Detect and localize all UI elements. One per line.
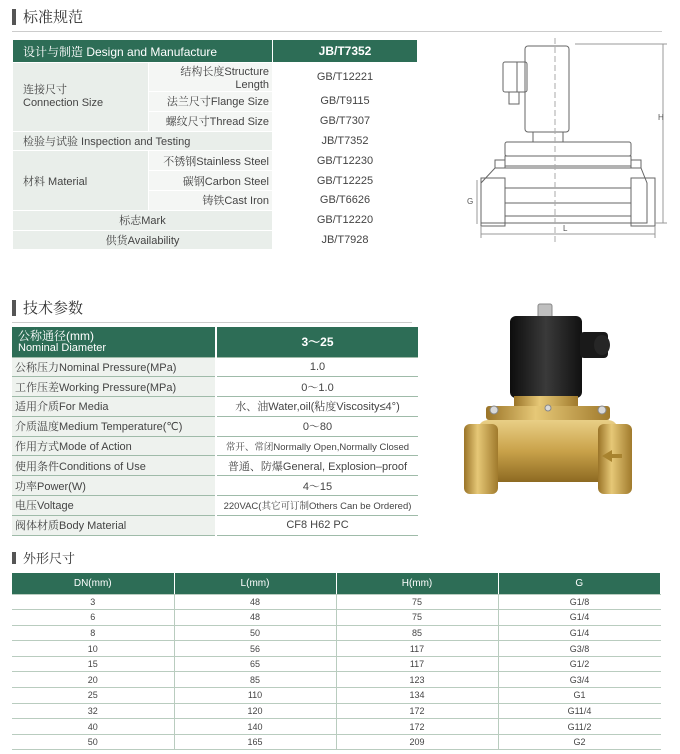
- cast-iron-label: 铸铁Cast Iron: [149, 190, 273, 210]
- medium-temperature-value: 0～80: [216, 416, 418, 436]
- mark-value: GB/T12220: [273, 210, 418, 230]
- dimensions-header-row: [12, 573, 661, 594]
- cell-g: G1/4: [498, 625, 661, 641]
- power-label: 功率Power(W): [12, 476, 216, 496]
- cell-dn: 3: [12, 594, 174, 610]
- cell-h: 75: [336, 610, 498, 626]
- standards-header-label: 设计与制造 Design and Manufacture: [13, 40, 273, 63]
- drawing-right-port: [631, 178, 655, 226]
- stainless-steel-value: GB/T12230: [273, 151, 418, 171]
- working-pressure-label: 工作压差Working Pressure(MPa): [12, 377, 216, 397]
- table-row: [12, 719, 661, 735]
- table-row: [12, 625, 661, 641]
- cell-g: G3/8: [498, 641, 661, 657]
- section-title-text: 标准规范: [23, 9, 84, 26]
- drawing-connector: [503, 62, 527, 92]
- inspection-value: JB/T7352: [273, 131, 418, 151]
- drawing-bonnet: [505, 142, 631, 156]
- table-row: [12, 641, 661, 657]
- cell-h: 134: [336, 688, 498, 704]
- drawing-flange: [505, 156, 631, 166]
- nominal-pressure-value: 1.0: [216, 357, 418, 377]
- section-title-dimensions: [12, 548, 75, 567]
- cell-g: G3/4: [498, 672, 661, 688]
- flange-size-value: GB/T9115: [273, 92, 418, 112]
- table-row: [12, 688, 661, 704]
- label-l: L: [563, 224, 568, 233]
- cell-g: G1/8: [498, 594, 661, 610]
- cell-l: 140: [174, 719, 336, 735]
- nominal-pressure-label: 公称压力Nominal Pressure(MPa): [12, 357, 216, 377]
- photo-coil: [510, 316, 582, 398]
- photo-body: [478, 420, 618, 482]
- thread-size-value: GB/T7307: [273, 111, 418, 131]
- params-table: [12, 327, 418, 536]
- conditions-of-use-label: 使用条件Conditions of Use: [12, 456, 216, 476]
- table-row: [12, 610, 661, 626]
- cell-l: 48: [174, 594, 336, 610]
- cell-g: G2: [498, 734, 661, 750]
- media-value: 水、油Water,oil(粘度Viscosity≤4°): [216, 397, 418, 417]
- carbon-steel-label: 碳钢Carbon Steel: [149, 171, 273, 191]
- cell-h: 123: [336, 672, 498, 688]
- cell-h: 172: [336, 719, 498, 735]
- section-bar: [12, 9, 16, 25]
- table-row: [12, 703, 661, 719]
- dimensions-table: [12, 573, 661, 750]
- cell-g: G1/2: [498, 656, 661, 672]
- voltage-value: 220VAC(其它可订制Others Can be Ordered): [216, 496, 418, 516]
- header-g: G: [498, 573, 661, 594]
- cell-h: 117: [336, 641, 498, 657]
- table-row: [12, 734, 661, 750]
- availability-value: JB/T7928: [273, 230, 418, 250]
- photo-right-port: [598, 424, 632, 494]
- cell-dn: 20: [12, 672, 174, 688]
- cell-l: 85: [174, 672, 336, 688]
- cell-g: G1: [498, 688, 661, 704]
- cell-h: 75: [336, 594, 498, 610]
- drawing-left-port: [481, 178, 505, 226]
- cell-dn: 10: [12, 641, 174, 657]
- nominal-diameter-value: 3～25: [216, 327, 418, 357]
- nominal-diameter-label: [12, 327, 216, 357]
- availability-label: 供货Availability: [13, 230, 273, 250]
- standards-header-value: JB/T7352: [273, 40, 418, 63]
- header-l: L(mm): [174, 573, 336, 594]
- drawing-coil: [525, 46, 569, 132]
- structure-length-label: 结构长度Structure Length: [149, 63, 273, 92]
- cell-l: 165: [174, 734, 336, 750]
- power-value: 4～15: [216, 476, 418, 496]
- table-row: [12, 656, 661, 672]
- cell-h: 85: [336, 625, 498, 641]
- mode-of-action-label: 作用方式Mode of Action: [12, 436, 216, 456]
- label-h: H: [658, 113, 664, 122]
- cell-g: G11/2: [498, 719, 661, 735]
- connection-label-cn: 连接尺寸: [23, 83, 67, 96]
- section-title-text: 外形尺寸: [23, 551, 76, 566]
- cell-h: 209: [336, 734, 498, 750]
- divider: [12, 322, 412, 323]
- nominal-diameter-cn: 公称通径(mm): [18, 328, 94, 343]
- cell-l: 120: [174, 703, 336, 719]
- cell-dn: 50: [12, 734, 174, 750]
- medium-temperature-label: 介质温度Medium Temperature(℃): [12, 416, 216, 436]
- cell-h: 172: [336, 703, 498, 719]
- connection-label-en: Connection Size: [23, 96, 104, 109]
- section-bar: [12, 552, 16, 564]
- flange-size-label: 法兰尺寸Flange Size: [149, 92, 273, 112]
- standards-table: [12, 39, 418, 250]
- cell-l: 48: [174, 610, 336, 626]
- drawing-connector-pin: [509, 92, 519, 104]
- cast-iron-value: GB/T6626: [273, 190, 418, 210]
- conditions-of-use-value: 普通、防爆General, Explosion–proof: [216, 456, 418, 476]
- thread-size-label: 螺纹尺寸Thread Size: [149, 111, 273, 131]
- cell-dn: 6: [12, 610, 174, 626]
- section-title-text: 技术参数: [23, 300, 84, 317]
- cell-l: 56: [174, 641, 336, 657]
- cell-dn: 25: [12, 688, 174, 704]
- cell-h: 117: [336, 656, 498, 672]
- carbon-steel-value: GB/T12225: [273, 171, 418, 191]
- valve-technical-drawing: [455, 38, 675, 243]
- nominal-diameter-en: Nominal Diameter: [18, 341, 107, 354]
- cell-dn: 40: [12, 719, 174, 735]
- cell-l: 65: [174, 656, 336, 672]
- divider: [12, 31, 662, 32]
- mode-of-action-value: 常开、常闭Normally Open,Normally Closed: [216, 436, 418, 456]
- table-row: [12, 672, 661, 688]
- stainless-steel-label: 不锈钢Stainless Steel: [149, 151, 273, 171]
- cell-g: G11/4: [498, 703, 661, 719]
- voltage-label: 电压Voltage: [12, 496, 216, 516]
- inspection-label: 检验与试验 Inspection and Testing: [13, 131, 273, 151]
- photo-left-port: [464, 424, 498, 494]
- photo-top-nut: [538, 304, 552, 318]
- section-title-params: [12, 297, 83, 318]
- connection-size-label: [13, 63, 149, 132]
- body-material-value: CF8 H62 PC: [216, 515, 418, 535]
- cell-l: 110: [174, 688, 336, 704]
- cell-dn: 15: [12, 656, 174, 672]
- working-pressure-value: 0～1.0: [216, 377, 418, 397]
- cell-dn: 8: [12, 625, 174, 641]
- cell-g: G1/4: [498, 610, 661, 626]
- section-bar: [12, 300, 16, 316]
- media-label: 适用介质For Media: [12, 397, 216, 417]
- cell-dn: 32: [12, 703, 174, 719]
- header-h: H(mm): [336, 573, 498, 594]
- valve-product-photo: [452, 298, 662, 508]
- body-material-label: 阀体材质Body Material: [12, 515, 216, 535]
- mark-label: 标志Mark: [13, 210, 273, 230]
- label-g: G: [467, 197, 474, 206]
- table-row: [12, 594, 661, 610]
- section-title-standards: [12, 6, 83, 27]
- drawing-body: [481, 168, 647, 223]
- structure-length-value: GB/T12221: [273, 63, 418, 92]
- cell-l: 50: [174, 625, 336, 641]
- drawing-stem: [533, 132, 563, 142]
- header-dn: DN(mm): [12, 573, 174, 594]
- material-label: 材料 Material: [13, 151, 149, 210]
